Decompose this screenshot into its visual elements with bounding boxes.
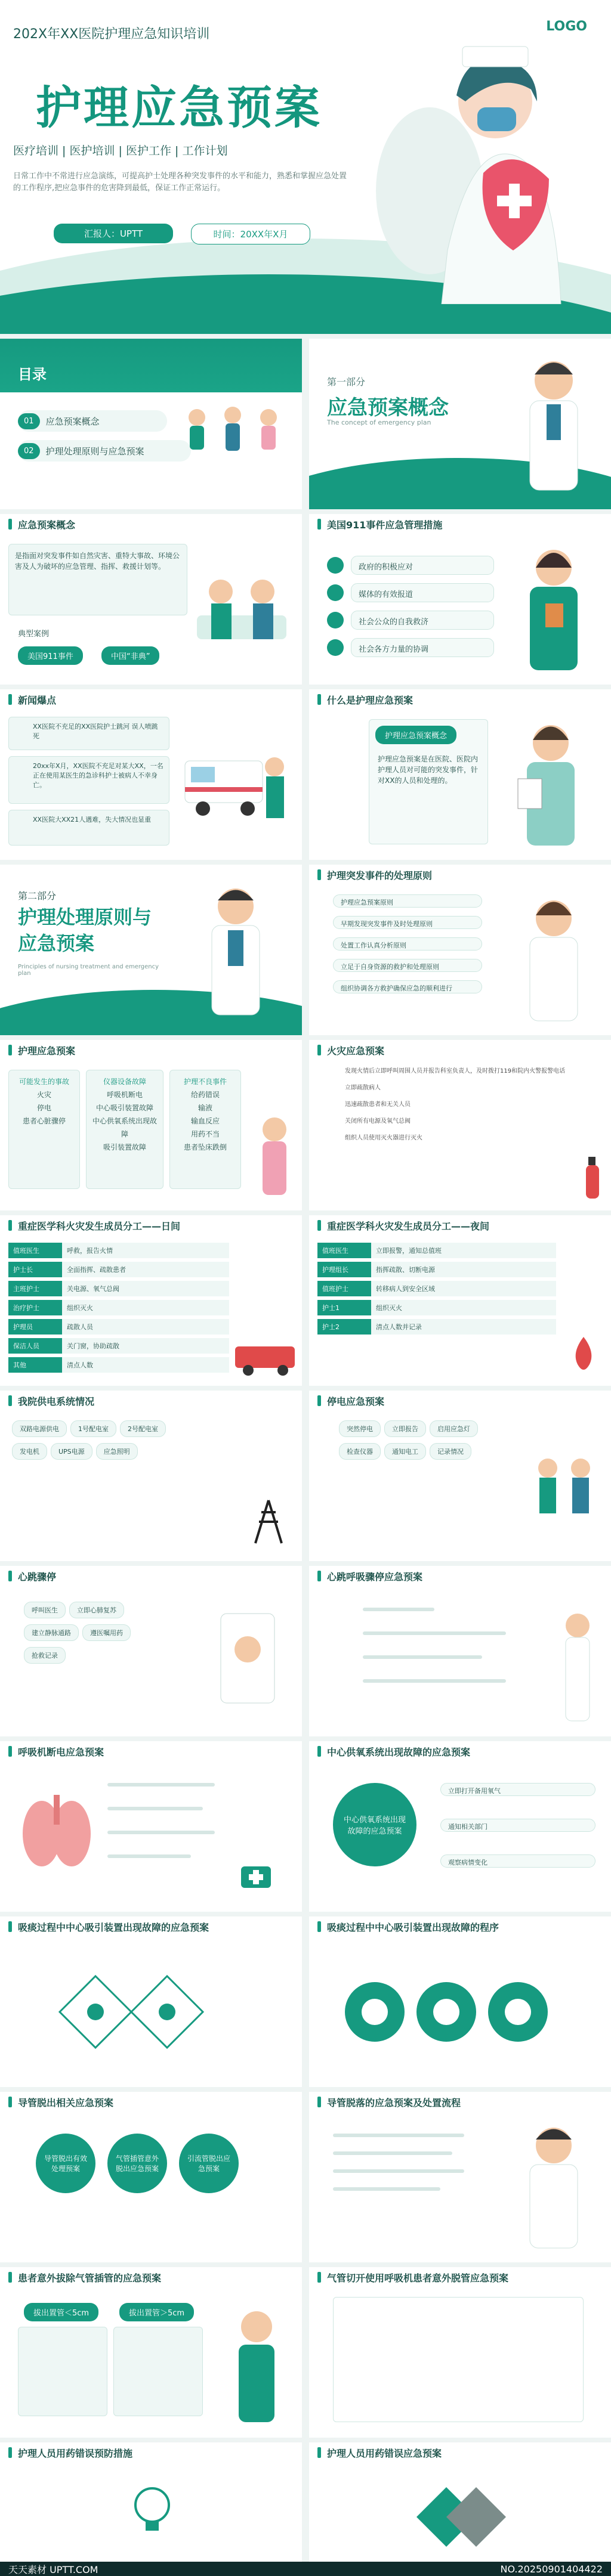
- s911-item-3: 社会公众的自我救济: [351, 611, 494, 630]
- toc-label-2: 护理处理原则与应急预案: [45, 445, 144, 457]
- concept-slide: [0, 514, 302, 685]
- day-role: 护理员: [8, 1319, 62, 1335]
- cpr-item: 建立静脉通路: [24, 1624, 79, 1641]
- part2-slide: [0, 865, 302, 1035]
- night-role: 护士2: [317, 1319, 371, 1335]
- gears-illustration: [333, 1952, 584, 2072]
- vent-slide: [0, 1741, 302, 1912]
- tube2-lines: [333, 2128, 482, 2247]
- doctor-illustration: [512, 351, 595, 494]
- suction2-slide: [309, 1916, 611, 2087]
- day-row: [8, 1281, 229, 1296]
- news-item-2: 20xx年X月，XX医院不充足对某大XX，一名正在使用某医生的急诊科护士被病人不幸身亡。: [8, 756, 169, 804]
- tube2-header: 导管脱落的应急预案及处置流程: [327, 2097, 461, 2109]
- power-list: [12, 1420, 203, 1466]
- s911-dot-3: [327, 612, 344, 628]
- night-role: 值班护士: [317, 1281, 371, 1296]
- s911-dot-1: [327, 557, 344, 574]
- part2-en: Principles of nursing treatment and emergency plan: [18, 964, 159, 977]
- watermark-bar: [0, 2562, 611, 2576]
- day-row: [8, 1338, 229, 1354]
- suction1-slide: [0, 1916, 302, 2087]
- oxy-item-2: 通知相关部门: [440, 1819, 595, 1832]
- night-task: 转移病人到安全区域: [371, 1281, 556, 1296]
- s911-item-1: 政府的积极应对: [351, 556, 494, 575]
- med2-slide: [309, 2442, 611, 2562]
- trach-header: 气管切开使用呼吸机患者意外脱管应急预案: [327, 2272, 509, 2284]
- concept-header: 应急预案概念: [18, 519, 76, 531]
- principle-slide: [309, 865, 611, 1035]
- oxy-item-1: 立即打开备用氧气: [440, 1783, 595, 1796]
- nurse-clipboard-illustration: [512, 538, 595, 675]
- power-item: 应急照明: [96, 1443, 138, 1460]
- power-header: 我院供电系统情况: [18, 1395, 95, 1407]
- day-role: 值班医生: [8, 1243, 62, 1258]
- suction1-header: 吸痰过程中中心吸引装置出现故障的应急预案: [18, 1921, 209, 1933]
- day-role: 保洁人员: [8, 1338, 62, 1354]
- night-row: [317, 1243, 556, 1258]
- day-task: 清点人数: [62, 1357, 229, 1373]
- cover-reporter: 汇报人：UPTT: [54, 224, 173, 243]
- cpr2-flow: [345, 1596, 524, 1727]
- tube1-circle-1: 导管脱出有效处理预案: [36, 2134, 95, 2193]
- outage-item: 立即报告: [384, 1420, 426, 1437]
- cpr2-slide: [309, 1566, 611, 1736]
- night-row: [317, 1300, 556, 1315]
- plan-slide: [0, 1040, 302, 1210]
- outage-item: 通知电工: [384, 1443, 426, 1460]
- nurse-3-illustration: [512, 888, 595, 1026]
- concept-illustration: [191, 550, 292, 675]
- principle-3: 处置工作认真分析原则: [333, 937, 482, 950]
- oxy-slide: [309, 1741, 611, 1912]
- day-role: 主班护士: [8, 1281, 62, 1296]
- night-task: 指挥疏散、切断电源: [371, 1262, 556, 1277]
- news-item-1: XX医院不充足的XX医院护士跳河 误人喷跳死: [8, 717, 169, 750]
- day-role: 护士长: [8, 1262, 62, 1277]
- power-item: 双路电源供电: [12, 1420, 67, 1437]
- day-task: 呼救，报告火情: [62, 1243, 229, 1258]
- toc-illustration: [173, 394, 292, 465]
- watermark-right: NO.20250901404422: [500, 2563, 603, 2575]
- cpr-slide: [0, 1566, 302, 1736]
- power-tower-icon: [251, 1498, 286, 1546]
- cpr-item: 抢救记录: [24, 1647, 66, 1664]
- toc-item-1: [18, 410, 167, 432]
- cover-tags: 医疗培训 | 医护培训 | 医护工作 | 工作计划: [13, 144, 228, 157]
- med2-diamonds: [381, 2478, 536, 2556]
- concept-box: [8, 544, 187, 615]
- news-slide: [0, 689, 302, 860]
- day-slide: [0, 1215, 302, 1386]
- part2-label: 第二部分: [18, 890, 57, 902]
- suction1-diamonds: [24, 1952, 274, 2072]
- day-task: 全面指挥、疏散患者: [62, 1262, 229, 1277]
- watermark-left: 天天素材 UPTT.COM: [8, 2563, 98, 2575]
- day-task: 关电源、氧气总阀: [62, 1281, 229, 1296]
- nurse-illustration: [358, 24, 591, 304]
- airway-header: 患者意外拔除气管插管的应急预案: [18, 2272, 162, 2284]
- s911-item-4: 社会各方力量的协调: [351, 638, 494, 657]
- day-role: 其他: [8, 1357, 62, 1373]
- cpr-item: 遵医嘱用药: [82, 1624, 131, 1641]
- toc-num-2: 02: [18, 443, 40, 459]
- typical-case-label: 典型案例: [18, 630, 50, 639]
- part1-en: The concept of emergency plan: [327, 419, 431, 426]
- day-row: [8, 1262, 229, 1277]
- s911-dot-2: [327, 584, 344, 601]
- oxy-item-3: 观察病情变化: [440, 1854, 595, 1868]
- firetruck-illustration: [233, 1335, 298, 1376]
- oxy-center-circle: 中心供氧系统出现故障的应急预案: [333, 1783, 416, 1866]
- cpr-grid: [24, 1602, 167, 1670]
- principle-2: 早期发现突发事件及时处理原则: [333, 916, 482, 929]
- day-table: [8, 1243, 229, 1376]
- doctor-3-illustration: [512, 2116, 595, 2253]
- tube1-header: 导管脱出相关应急预案: [18, 2097, 114, 2109]
- day-role: 治疗护士: [8, 1300, 62, 1315]
- outage-header: 停电应急预案: [327, 1395, 385, 1407]
- day-row: [8, 1357, 229, 1373]
- why-header: 什么是护理应急预案: [327, 694, 413, 706]
- principle-header: 护理突发事件的处理原则: [327, 869, 433, 881]
- outage-item: 突然停电: [339, 1420, 381, 1437]
- extinguisher-icon: [580, 1153, 604, 1201]
- day-task: 疏散人员: [62, 1319, 229, 1335]
- s911-item-2: 媒体的有效报道: [351, 583, 494, 602]
- oxy-header: 中心供氧系统出现故障的应急预案: [327, 1746, 471, 1758]
- outage-item: 启用应急灯: [430, 1420, 478, 1437]
- why-slide: [309, 689, 611, 860]
- tube2-slide: [309, 2092, 611, 2262]
- cover-date: 时间：20XX年X月: [191, 224, 310, 244]
- night-row: [317, 1262, 556, 1277]
- night-table: [317, 1243, 556, 1338]
- case-sars: 中国“非典”: [101, 646, 159, 665]
- principle-4: 立足于自身资源的救护和处理原则: [333, 959, 482, 972]
- outage-slide: [309, 1391, 611, 1561]
- tube1-slide: [0, 2092, 302, 2262]
- principle-5: 组织协调各方救护确保应急的顺利进行: [333, 980, 482, 993]
- airway-tag-1: 拔出置管＜5cm: [24, 2303, 98, 2321]
- nurse-5-illustration: [554, 1608, 601, 1727]
- why-body: 护理应急预案是在医院、医院内护理人员对可能的突发事件，针对XX的人员和处理的。: [378, 755, 479, 785]
- vent-header: 呼吸机断电应急预案: [18, 1746, 104, 1758]
- lungs-illustration: [18, 1789, 95, 1878]
- tube1-circle-3: 引流管脱出应急预案: [179, 2134, 239, 2193]
- day-row: [8, 1300, 229, 1315]
- day-header: 重症医学科火灾发生成员分工——日间: [18, 1220, 181, 1232]
- case-911: 美国911事件: [18, 646, 83, 665]
- fire-header: 火灾应急预案: [327, 1045, 385, 1057]
- part1-slide: [309, 339, 611, 509]
- fire-list: 发现火情后立即呼叫周围人员并报告科室负责人，及时拨打119和院内火警报警电话 立即疏散病人 迅速疏散患者和无关人员 关闭所有电源及氧气总阀 组织人员使用灭火器进行灭火: [345, 1068, 566, 1141]
- cover-subtitle: 202X年XX医院护理应急知识培训: [13, 27, 210, 42]
- night-task: 清点人数并记录: [371, 1319, 556, 1335]
- s911-header: 美国911事件应急管理措施: [327, 519, 443, 531]
- why-box: [369, 719, 488, 844]
- phone-doctor-illustration: [203, 1602, 292, 1709]
- day-task: 组织灭火: [62, 1300, 229, 1315]
- medkit-icon: [239, 1860, 274, 1890]
- plan-col-2: 仪器设备故障 呼吸机断电 中心吸引装置故障 中心供氧系统出现故障 吸引装置故障: [86, 1070, 163, 1189]
- ambulance-illustration: [179, 725, 292, 844]
- part1-label: 第一部分: [327, 376, 366, 388]
- med1-header: 护理人员用药错误预防措施: [18, 2447, 133, 2459]
- nurse-reading-illustration: [506, 713, 595, 850]
- night-task: 组织灭火: [371, 1300, 556, 1315]
- tube1-circle-2: 气管插管意外脱出应急预案: [107, 2134, 167, 2193]
- airway-box-1: [18, 2327, 107, 2416]
- day-row: [8, 1319, 229, 1335]
- cpr-item: 呼叫医生: [24, 1602, 66, 1618]
- night-role: 护士1: [317, 1300, 371, 1315]
- news-item-3: XX医院大XX21人遇难，失大情况也显重: [8, 810, 169, 846]
- s911-slide: [309, 514, 611, 685]
- night-header: 重症医学科火灾发生成员分工——夜间: [327, 1220, 490, 1232]
- why-box-title: 护理应急预案概念: [375, 726, 456, 744]
- toc-title: 目录: [18, 366, 47, 383]
- cover-title: 护理应急预案: [36, 81, 322, 134]
- night-role: 值班医生: [317, 1243, 371, 1258]
- night-task: 立即报警，通知总值班: [371, 1243, 556, 1258]
- cover-intro: 日常工作中不常进行应急演练，可提高护士处理各种突发事件的水平和能力，熟悉和掌握应急处置的工作程序,把应急事件的危害降到最低，保证工作正常运行。: [13, 172, 347, 193]
- fire-slide: [309, 1040, 611, 1210]
- cover-slide: [0, 0, 611, 334]
- night-role: 护理组长: [317, 1262, 371, 1277]
- power-item: 1号配电室: [70, 1420, 116, 1437]
- day-row: [8, 1243, 229, 1258]
- nurse-6-illustration: [221, 2303, 292, 2428]
- power-item: 2号配电室: [120, 1420, 166, 1437]
- fire-icon: [566, 1335, 601, 1376]
- med2-header: 护理人员用药错误应急预案: [327, 2447, 442, 2459]
- concept-body: 是指面对突发事件如自然灾害、重特大事故、环境公害及人为破坏的应急管理、指挥、救援计划等。: [15, 552, 180, 571]
- outage-flow: [339, 1420, 518, 1466]
- cpr-item: 立即心肺复苏: [69, 1602, 124, 1618]
- toc-label-1: 应急预案概念: [45, 416, 100, 427]
- trach-slide: [309, 2267, 611, 2438]
- news-header: 新闻爆点: [18, 694, 57, 706]
- power-item: UPS电源: [51, 1443, 92, 1460]
- suction2-header: 吸痰过程中中心吸引装置出现故障的程序: [327, 1921, 499, 1933]
- toc-item-2: [18, 440, 191, 462]
- night-row: [317, 1281, 556, 1296]
- cpr2-header: 心跳呼吸骤停应急预案: [327, 1571, 423, 1583]
- airway-tag-2: 拔出置管＞5cm: [119, 2303, 194, 2321]
- nurse-4-illustration: [251, 1111, 298, 1201]
- trach-table: [333, 2297, 584, 2422]
- power-slide: [0, 1391, 302, 1561]
- s911-dot-4: [327, 639, 344, 656]
- plan-col-3: 护理不良事件 给药错误 输液 输血反应 用药不当 患者坠床跌倒: [169, 1070, 241, 1189]
- vent-flow: [107, 1777, 227, 1896]
- runners-illustration: [524, 1450, 601, 1528]
- doctor-2-illustration: [191, 877, 280, 1020]
- power-item: 发电机: [12, 1443, 47, 1460]
- plan-col-1: 可能发生的事故 火灾 停电 患者心脏骤停: [8, 1070, 80, 1189]
- bulb-icon: [131, 2484, 173, 2538]
- principle-1: 护理应急预案原则: [333, 894, 482, 908]
- day-task: 关门窗，协助疏散: [62, 1338, 229, 1354]
- outage-item: 检查仪器: [339, 1443, 381, 1460]
- plan-header: 护理应急预案: [18, 1045, 76, 1057]
- airway-slide: [0, 2267, 302, 2438]
- part2-title: 护理处理原则与应急预案: [18, 906, 152, 955]
- med1-slide: [0, 2442, 302, 2562]
- toc-num-1: 01: [18, 413, 40, 429]
- airway-box-2: [113, 2327, 203, 2416]
- logo: LOGO: [546, 19, 587, 34]
- toc-slide: [0, 339, 302, 509]
- outage-item: 记录情况: [430, 1443, 471, 1460]
- night-slide: [309, 1215, 611, 1386]
- cpr-header: 心跳骤停: [18, 1571, 57, 1583]
- night-row: [317, 1319, 556, 1335]
- part1-title: 应急预案概念: [327, 396, 449, 420]
